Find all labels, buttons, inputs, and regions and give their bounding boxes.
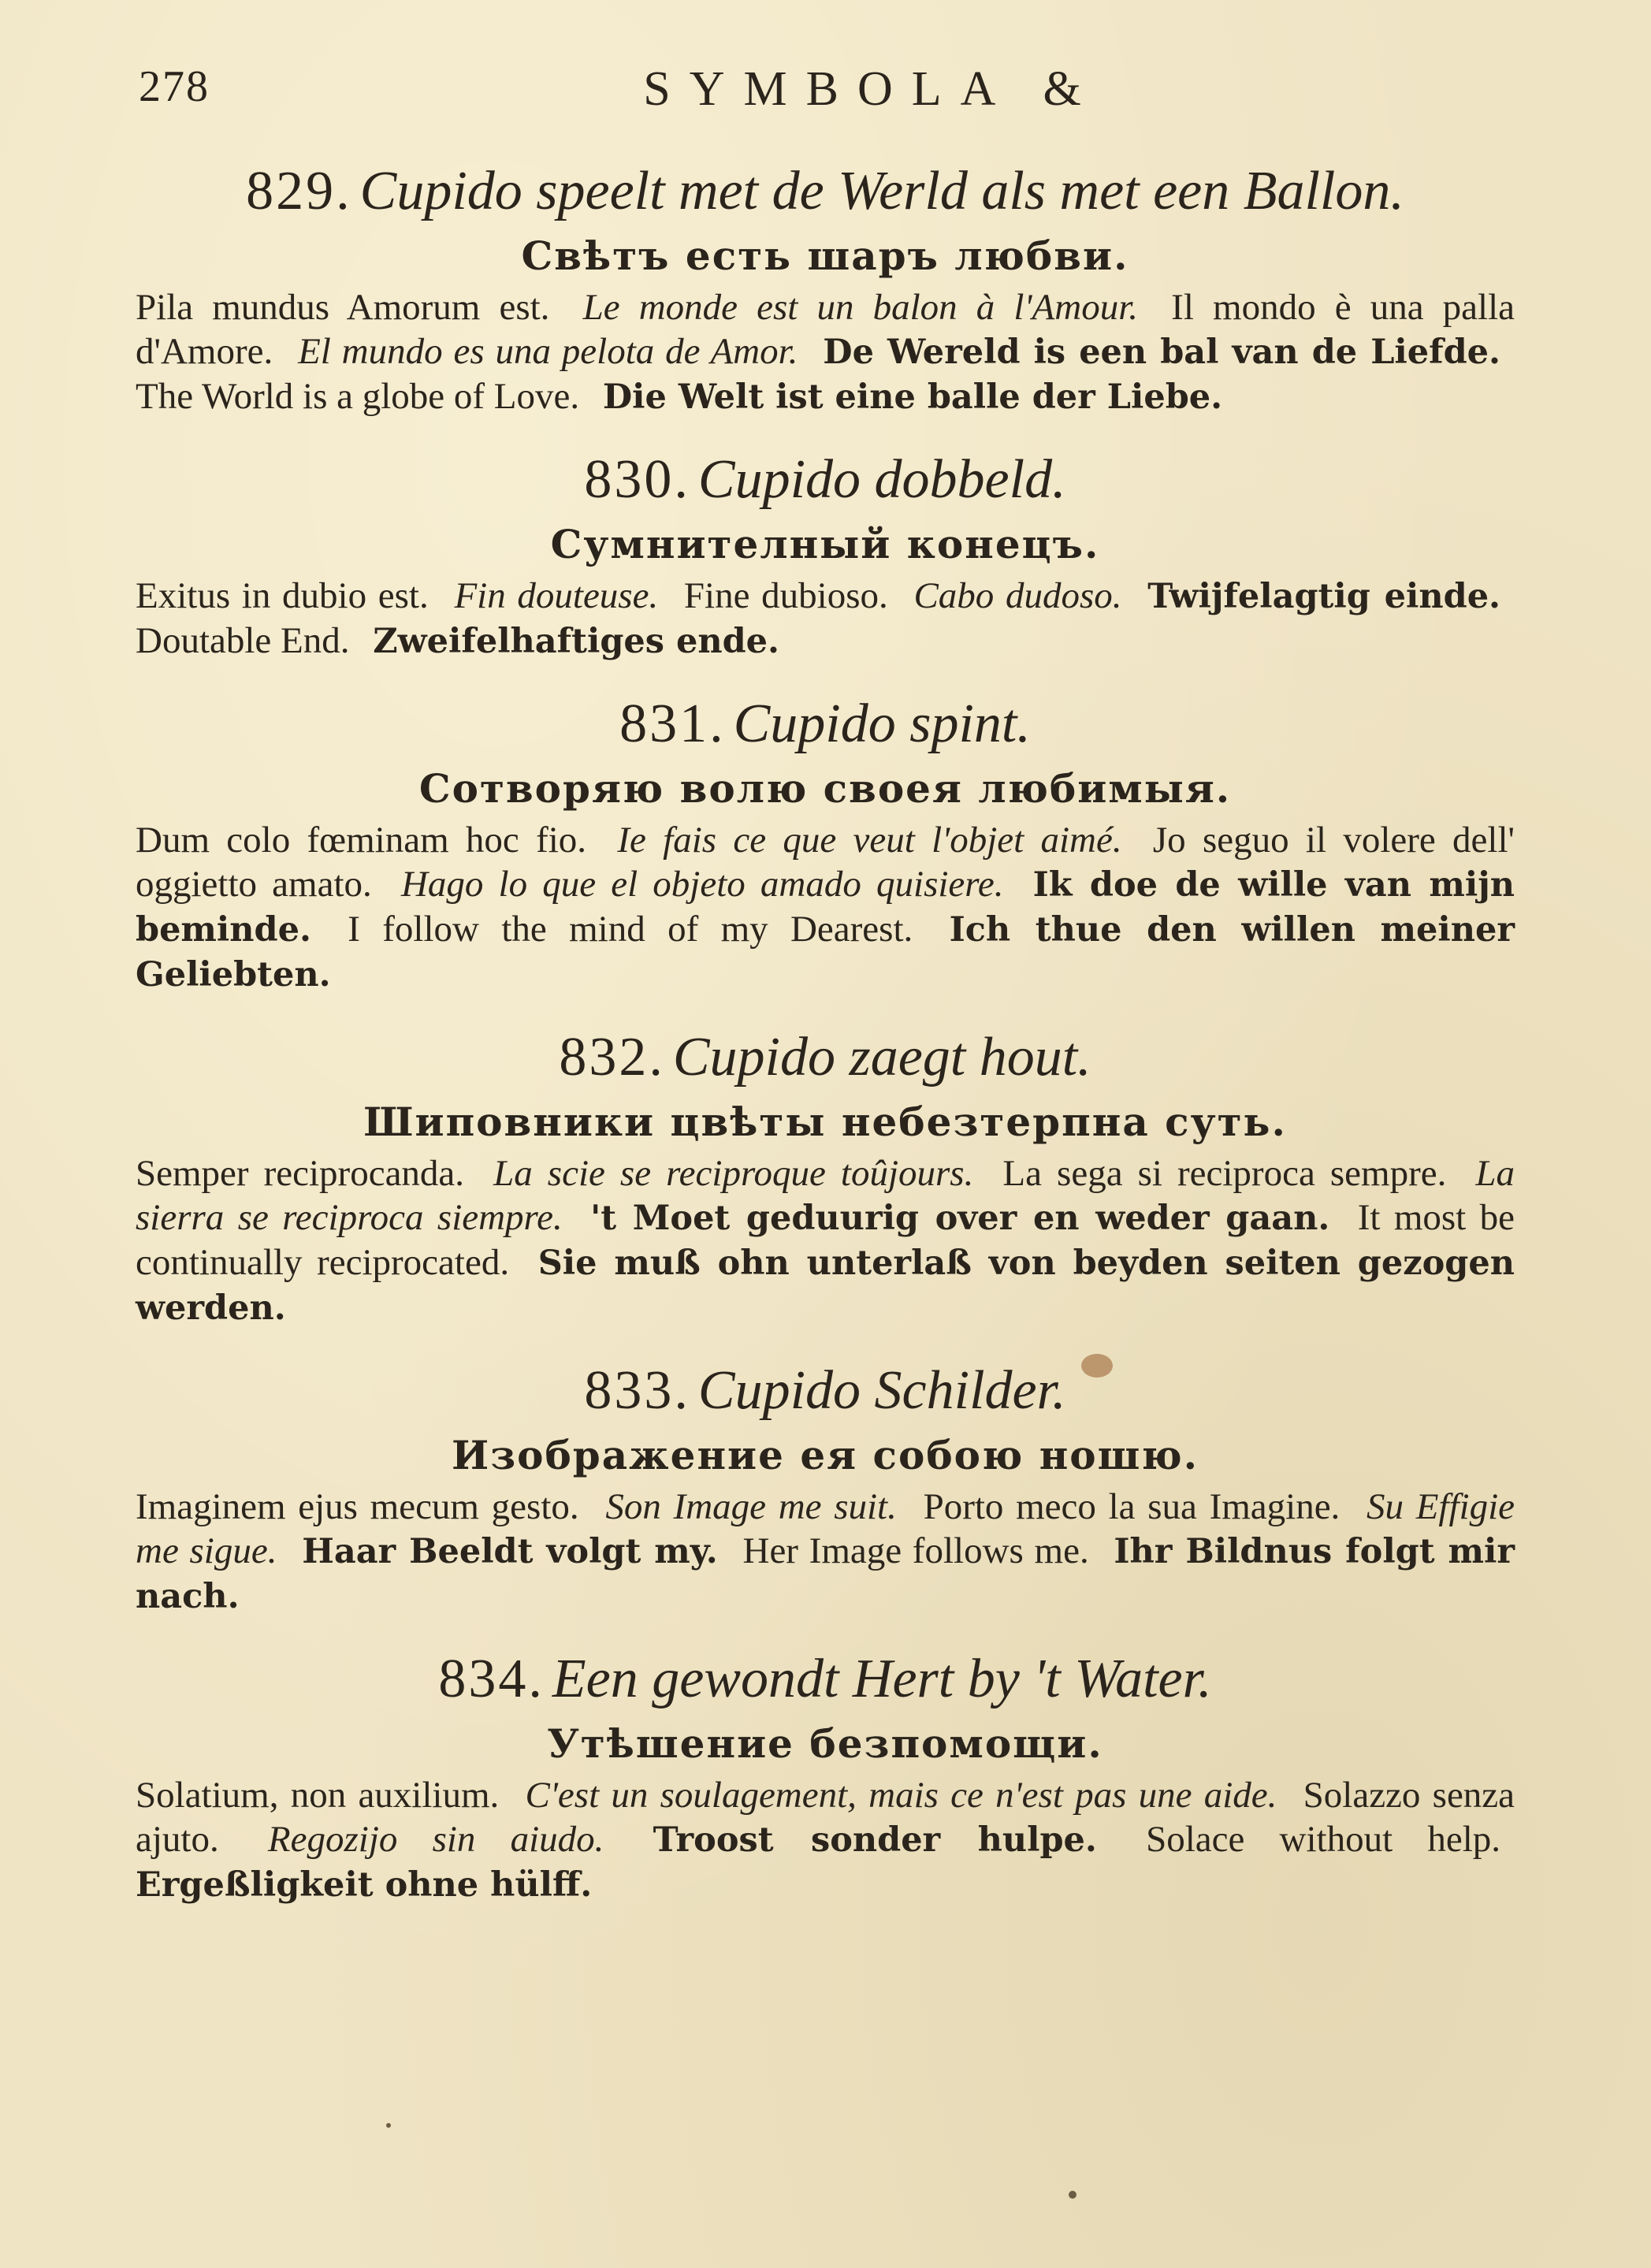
translation-roman: Solace without help. <box>1146 1819 1501 1860</box>
translation-roman: Fine dubioso. <box>683 575 888 616</box>
translation-blackletter: Ergeßligkeit ohne hülff. <box>136 1865 593 1905</box>
emblem-number: 833. <box>584 1360 690 1421</box>
translation-blackletter: De Wereld is een bal van de Liefde. <box>823 333 1501 372</box>
translation-roman: Doutable End. <box>136 620 350 661</box>
emblem-title-text: Cupido dobbeld. <box>697 449 1066 510</box>
motto-translations <box>136 1151 1515 1330</box>
slavonic-motto: Сотворяю волю своея любимыя. <box>418 765 1232 812</box>
emblem-number: 830. <box>584 449 690 510</box>
motto-translations <box>136 818 1515 997</box>
translation-roman: Jo seguo il volere dell' oggietto amato. <box>136 820 1515 905</box>
translation-italic: El mundo es una pelota de Amor. <box>298 331 798 372</box>
translation-roman: I follow the mind of my Dearest. <box>348 909 913 950</box>
translation-italic: Son Image me suit. <box>605 1486 897 1527</box>
emblem-entry <box>136 1645 1515 1907</box>
translation-italic: La sierra se reciproca siempre. <box>136 1153 1515 1238</box>
translation-italic: Ie fais ce que veut l'objet aimé. <box>617 820 1122 861</box>
emblem-number: 832. <box>559 1027 665 1088</box>
ink-speck <box>1069 2191 1076 2199</box>
translation-italic: Fin douteuse. <box>454 575 659 616</box>
emblem-entry <box>136 690 1515 997</box>
emblem-number: 829. <box>246 161 352 221</box>
emblem-title <box>136 446 1515 514</box>
translation-italic: Cabo dudoso. <box>913 575 1122 616</box>
slavonic-motto: Шиповники цвѣты небезтерпна суть. <box>363 1099 1287 1145</box>
translation-blackletter: Ik doe de wille van mijn beminde. <box>136 865 1515 950</box>
translation-italic: Le monde est un balon à l'Amour. <box>582 287 1139 328</box>
emblem-entry <box>136 446 1515 664</box>
translation-italic: Regozijo sin aiudo. <box>267 1819 604 1860</box>
translation-blackletter: Sie muß ohn unterlaß von beyden seiten gezogen werden. <box>136 1244 1515 1328</box>
translation-blackletter: Zweifelhaftiges ende. <box>373 622 779 661</box>
slavonic-motto: Сумнителный конецъ. <box>550 521 1100 567</box>
emblem-entry <box>136 1357 1515 1619</box>
translation-blackletter: Die Welt ist eine balle der Liebe. <box>602 377 1223 417</box>
translation-roman: Solazzo senza ajuto. <box>136 1775 1515 1860</box>
translation-roman: It most be continually reciprocated. <box>136 1197 1515 1283</box>
translation-roman: Imaginem ejus mecum gesto. <box>136 1486 579 1527</box>
emblem-title-text: Een gewondt Hert by 't Water. <box>552 1649 1212 1709</box>
slavonic-motto: Свѣтъ есть шаръ любви. <box>521 232 1129 279</box>
translation-italic: Hago lo que el objeto amado quisiere. <box>400 864 1004 905</box>
emblem-entry <box>136 158 1515 419</box>
emblem-title <box>136 1645 1515 1713</box>
translation-roman: Porto meco la sua Imagine. <box>923 1486 1341 1527</box>
translation-roman: Exitus in dubio est. <box>136 575 429 616</box>
translation-roman: Her Image follows me. <box>742 1530 1089 1571</box>
translation-roman: Pila mundus Amorum est. <box>136 287 550 328</box>
emblem-title-text: Cupido speelt met de Werld als met een Ballon. <box>359 161 1404 221</box>
slavonic-motto: Утѣшение безпомощи. <box>547 1720 1103 1767</box>
emblem-list <box>136 158 1515 1934</box>
emblem-title-text: Cupido zaegt hout. <box>672 1027 1091 1088</box>
translation-italic: La scie se reciproque toûjours. <box>493 1153 974 1194</box>
emblem-title-text: Cupido spint. <box>733 693 1031 754</box>
translation-roman: Solatium, non auxilium. <box>136 1775 500 1816</box>
emblem-title <box>136 690 1515 758</box>
page-header <box>139 61 1510 125</box>
translation-italic: Su Effigie me sigue. <box>136 1486 1515 1571</box>
translation-blackletter: Ihr Bildnus folgt mir nach. <box>136 1532 1515 1616</box>
translation-roman: Dum colo fœminam hoc fio. <box>136 820 587 861</box>
motto-translations <box>136 1485 1515 1619</box>
emblem-title <box>136 158 1515 225</box>
emblem-number: 831. <box>619 693 726 754</box>
ink-speck <box>386 2123 391 2128</box>
translation-blackletter: Twijfelagtig einde. <box>1147 577 1501 616</box>
ink-stain <box>1081 1354 1113 1378</box>
emblem-number: 834. <box>438 1649 545 1709</box>
translation-blackletter: Haar Beeldt volgt my. <box>302 1532 718 1571</box>
emblem-title-text: Cupido Schilder. <box>697 1360 1066 1421</box>
motto-translations <box>136 285 1515 419</box>
motto-translations <box>136 574 1515 664</box>
motto-translations <box>136 1773 1515 1907</box>
translation-roman: Semper reciprocanda. <box>136 1153 465 1194</box>
translation-roman: The World is a globe of Love. <box>136 376 580 417</box>
translation-blackletter: Ich thue den willen meiner Geliebten. <box>136 910 1515 995</box>
emblem-title <box>136 1357 1515 1425</box>
page-number: 278 <box>139 62 210 111</box>
translation-roman: Il mondo è una palla d'Amore. <box>136 287 1515 372</box>
slavonic-motto: Изображение ея собою ношю. <box>451 1432 1199 1478</box>
translation-roman: La sega si reciproca sempre. <box>1002 1153 1447 1194</box>
translation-blackletter: 't Moet geduurig over en weder gaan. <box>590 1199 1330 1238</box>
emblem-entry <box>136 1024 1515 1330</box>
running-title: SYMBOLA & <box>643 62 1100 116</box>
translation-blackletter: Troost sonder hulpe. <box>653 1820 1097 1860</box>
translation-italic: C'est un soulagement, mais ce n'est pas une aide. <box>525 1775 1277 1816</box>
emblem-title <box>136 1024 1515 1091</box>
